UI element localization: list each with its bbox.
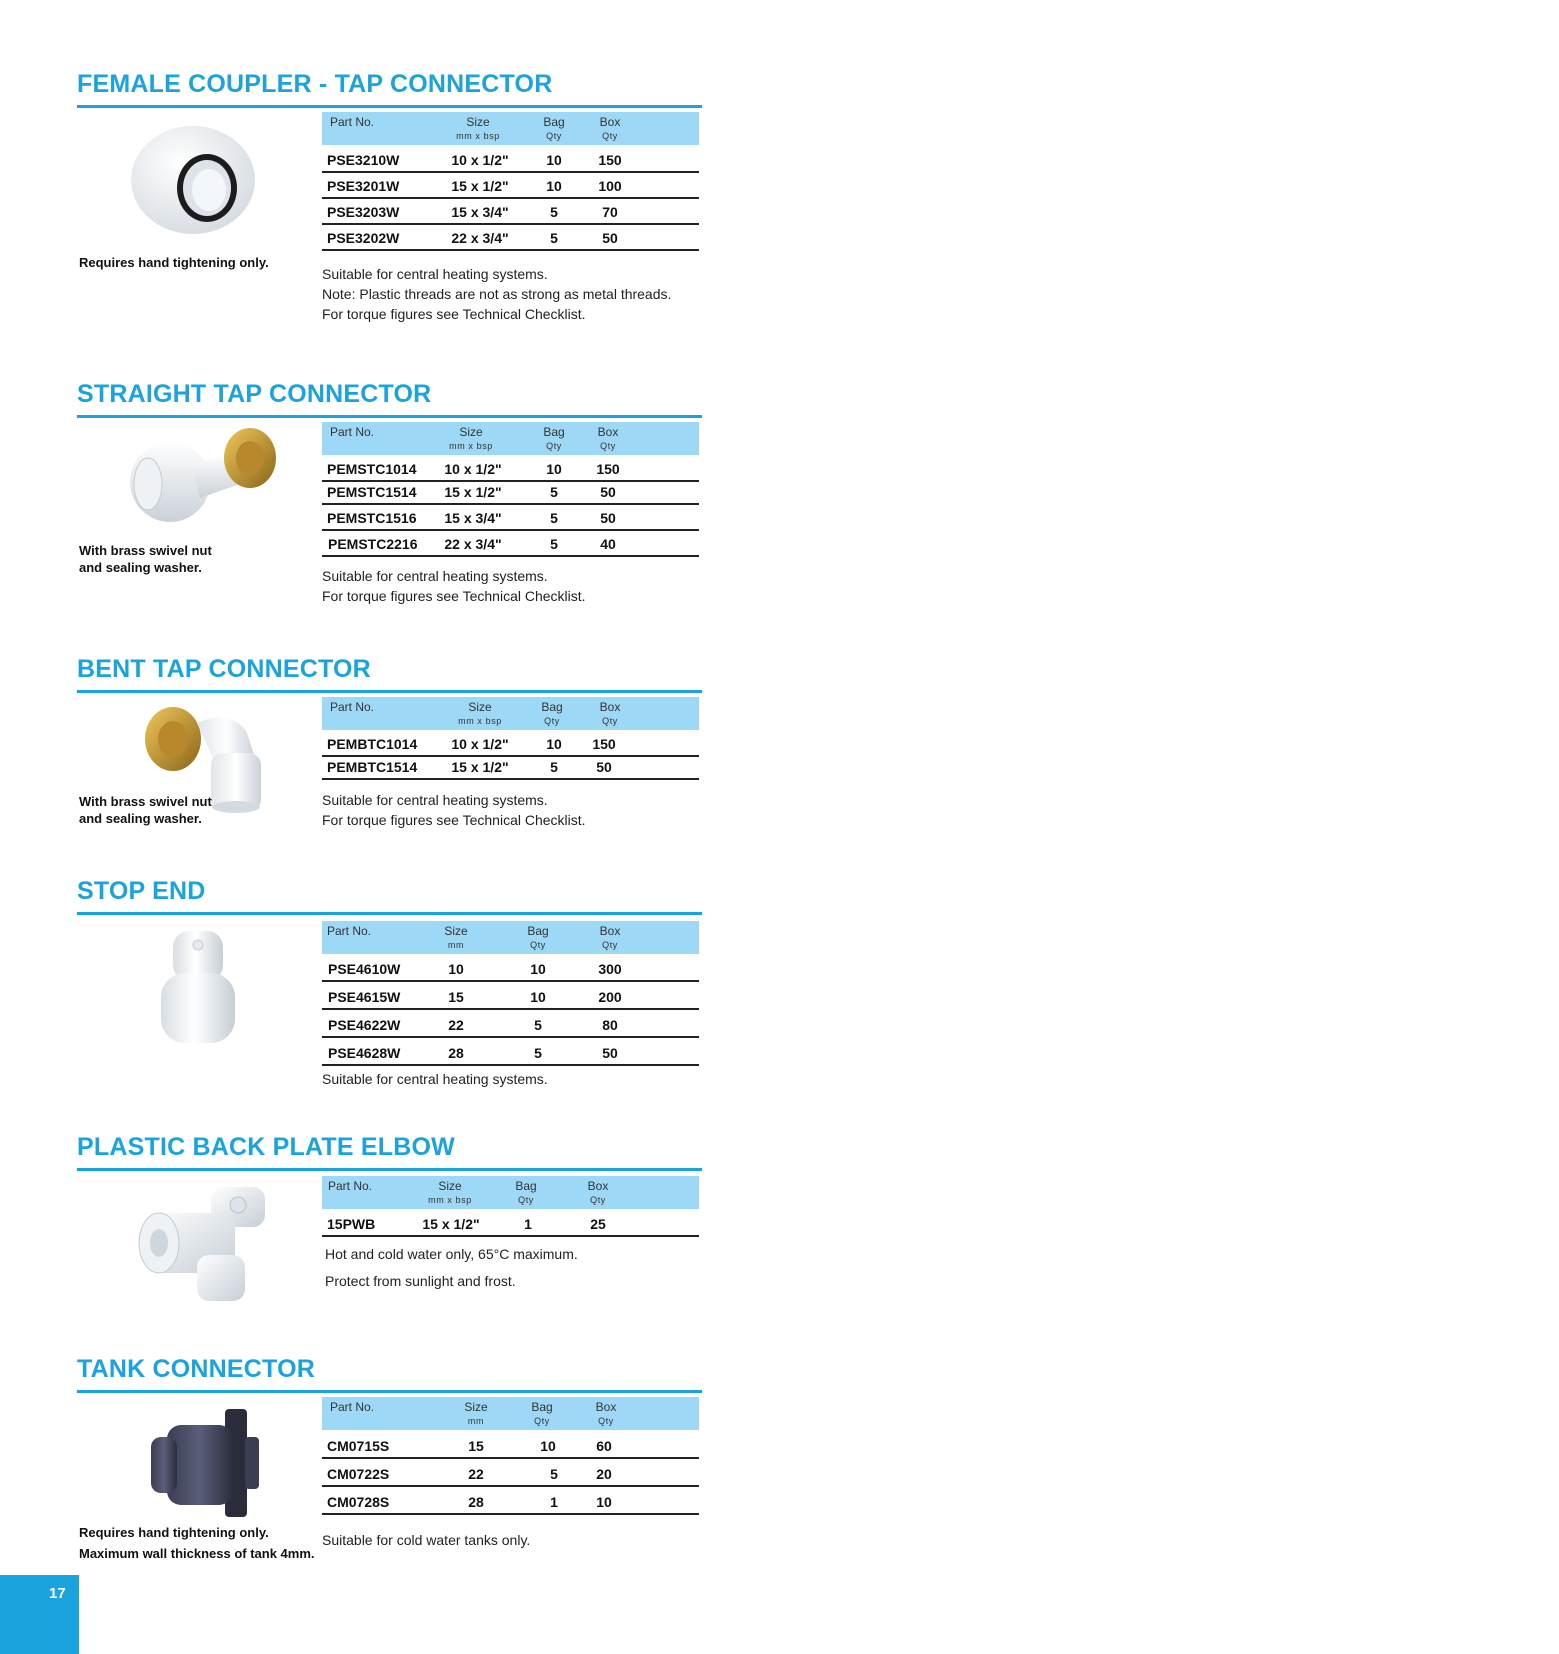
col-box: Box [599, 115, 621, 129]
note-line: Suitable for central heating systems. [322, 792, 548, 808]
table-row [322, 482, 699, 505]
page-number: 17 [49, 1585, 66, 1602]
box-qty: 40 [600, 536, 616, 552]
part-no: 15PWB [327, 1216, 376, 1232]
col-box-sub: Qty [602, 716, 618, 726]
part-no: PEMBTC1514 [327, 759, 418, 775]
col-size-unit: mm [447, 940, 465, 950]
table-row [322, 531, 699, 557]
notes [325, 1241, 578, 1295]
part-no: PSE4610W [328, 961, 401, 977]
col-bag: Bag [515, 1179, 537, 1193]
title-rule [77, 1168, 702, 1171]
caption-line: and sealing washer. [79, 811, 202, 826]
stop-end-image [159, 929, 239, 1049]
col-part-no: Part No. [330, 1400, 375, 1414]
col-size: Size [468, 700, 492, 714]
box-qty: 50 [600, 484, 616, 500]
caption-line: With brass swivel nut [79, 543, 212, 558]
caption-line: Maximum wall thickness of tank 4mm. [79, 1546, 315, 1561]
size: 22 x 3/4" [444, 536, 502, 552]
tank-connector-image [147, 1407, 267, 1522]
section-title: FEMALE COUPLER - TAP CONNECTOR [77, 70, 553, 98]
table-row [322, 225, 699, 251]
col-box: Box [587, 1179, 609, 1193]
title-rule [77, 1390, 702, 1393]
box-qty: 150 [592, 736, 616, 752]
size: 28 [448, 1045, 464, 1061]
box-qty: 50 [602, 230, 618, 246]
size: 15 x 1/2" [422, 1216, 480, 1232]
table-row [322, 954, 699, 982]
col-part-no: Part No. [330, 700, 375, 714]
col-size: Size [466, 115, 490, 129]
col-box-sub: Qty [598, 1416, 614, 1426]
col-bag: Bag [543, 115, 565, 129]
box-qty: 50 [602, 1045, 618, 1061]
bag-qty: 5 [550, 510, 558, 526]
table-header [322, 921, 699, 954]
part-no: PSE3202W [327, 230, 400, 246]
bag-qty: 10 [546, 461, 562, 477]
note-line: Protect from sunlight and frost. [325, 1273, 516, 1289]
part-no: PEMSTC1516 [327, 510, 417, 526]
size: 22 [468, 1466, 484, 1482]
title-rule [77, 912, 702, 915]
size: 15 x 3/4" [451, 204, 509, 220]
part-no: CM0722S [327, 1466, 390, 1482]
col-size-unit: mm x bsp [456, 131, 500, 141]
col-box-sub: Qty [590, 1195, 606, 1205]
col-size-unit: mm x bsp [449, 441, 493, 451]
straight-tap-connector-image [122, 424, 282, 524]
note-line: For torque figures see Technical Checklist. [322, 306, 586, 322]
table-row [322, 1430, 699, 1459]
box-qty: 150 [596, 461, 620, 477]
title-rule [77, 690, 702, 693]
table-row [322, 1010, 699, 1038]
bag-qty: 1 [550, 1494, 558, 1510]
size: 15 [468, 1438, 484, 1454]
col-bag-sub: Qty [518, 1195, 534, 1205]
size: 22 [448, 1017, 464, 1033]
col-bag: Bag [543, 425, 565, 439]
caption-line: With brass swivel nut [79, 794, 212, 809]
table-header [322, 112, 699, 145]
col-part-no: Part No. [327, 924, 372, 938]
col-box: Box [599, 924, 621, 938]
note-line: Suitable for central heating systems. [322, 266, 548, 282]
col-bag: Bag [531, 1400, 553, 1414]
bag-qty: 5 [550, 204, 558, 220]
col-bag-sub: Qty [534, 1416, 550, 1426]
box-qty: 200 [598, 989, 622, 1005]
section-title: STRAIGHT TAP CONNECTOR [77, 380, 432, 408]
col-bag-sub: Qty [530, 940, 546, 950]
notes [322, 1530, 530, 1550]
bag-qty: 10 [546, 152, 562, 168]
part-no: CM0728S [327, 1494, 390, 1510]
size: 15 x 1/2" [444, 484, 502, 500]
part-no: PSE3210W [327, 152, 400, 168]
part-no: PEMSTC1514 [327, 484, 417, 500]
size: 10 x 1/2" [444, 461, 502, 477]
product-table [322, 1397, 702, 1515]
bag-qty: 5 [534, 1017, 542, 1033]
section-title: STOP END [77, 877, 206, 905]
box-qty: 50 [600, 510, 616, 526]
table-row [322, 173, 699, 199]
col-box: Box [595, 1400, 617, 1414]
box-qty: 60 [596, 1438, 612, 1454]
part-no: CM0715S [327, 1438, 390, 1454]
note-line: For torque figures see Technical Checklist. [322, 812, 586, 828]
col-box-sub: Qty [602, 940, 618, 950]
table-header [322, 422, 699, 455]
col-size-unit: mm x bsp [428, 1195, 472, 1205]
box-qty: 25 [590, 1216, 606, 1232]
product-table [322, 1176, 702, 1237]
box-qty: 10 [596, 1494, 612, 1510]
col-bag-sub: Qty [546, 131, 562, 141]
notes [322, 1069, 548, 1089]
size: 15 x 1/2" [451, 178, 509, 194]
part-no: PEMSTC1014 [327, 461, 417, 477]
box-qty: 300 [598, 961, 622, 977]
part-no: PSE4615W [328, 989, 401, 1005]
part-no: PEMSTC2216 [328, 536, 418, 552]
notes [322, 566, 586, 606]
bag-qty: 10 [546, 178, 562, 194]
col-bag: Bag [541, 700, 563, 714]
col-box: Box [599, 700, 621, 714]
notes [322, 264, 671, 324]
col-size: Size [444, 924, 468, 938]
product-table [322, 697, 702, 780]
bag-qty: 5 [550, 230, 558, 246]
bag-qty: 5 [534, 1045, 542, 1061]
table-row [322, 199, 699, 225]
part-no: PEMBTC1014 [327, 736, 418, 752]
col-bag-sub: Qty [544, 716, 560, 726]
table-row [322, 455, 699, 482]
bag-qty: 5 [550, 484, 558, 500]
col-box-sub: Qty [600, 441, 616, 451]
product-table [322, 112, 702, 251]
page-number-tab [0, 1575, 79, 1654]
bag-qty: 5 [550, 759, 558, 775]
box-qty: 100 [598, 178, 622, 194]
col-part-no: Part No. [328, 1179, 373, 1193]
box-qty: 150 [598, 152, 622, 168]
bag-qty: 10 [530, 961, 546, 977]
table-row [322, 757, 699, 780]
product-table [322, 422, 702, 557]
notes [322, 790, 586, 830]
note-line: Suitable for central heating systems. [322, 1071, 548, 1087]
size: 15 [448, 989, 464, 1005]
title-rule [77, 105, 702, 108]
size: 10 x 1/2" [451, 736, 509, 752]
table-row [322, 1038, 699, 1066]
note-line: Suitable for central heating systems. [322, 568, 548, 584]
size: 10 x 1/2" [451, 152, 509, 168]
table-row [322, 982, 699, 1010]
part-no: PSE4622W [328, 1017, 401, 1033]
box-qty: 80 [602, 1017, 618, 1033]
size: 10 [448, 961, 464, 977]
col-bag: Bag [527, 924, 549, 938]
caption-line: Requires hand tightening only. [79, 255, 269, 270]
col-box-sub: Qty [602, 131, 618, 141]
size: 15 x 3/4" [444, 510, 502, 526]
table-row [322, 505, 699, 531]
part-no: PSE3203W [327, 204, 400, 220]
section-title: BENT TAP CONNECTOR [77, 655, 371, 683]
size: 22 x 3/4" [451, 230, 509, 246]
back-plate-elbow-image [135, 1185, 275, 1305]
size: 28 [468, 1494, 484, 1510]
caption-line: and sealing washer. [79, 560, 202, 575]
note-line: Hot and cold water only, 65°C maximum. [325, 1246, 578, 1262]
table-row [322, 1209, 699, 1237]
product-table [322, 921, 702, 1066]
bag-qty: 1 [524, 1216, 532, 1232]
col-size-unit: mm [467, 1416, 485, 1426]
col-box: Box [597, 425, 619, 439]
table-header [322, 1176, 699, 1209]
table-row [322, 1487, 699, 1515]
section-title: TANK CONNECTOR [77, 1355, 315, 1383]
bag-qty: 10 [546, 736, 562, 752]
table-header [322, 697, 699, 730]
size: 15 x 1/2" [451, 759, 509, 775]
box-qty: 50 [596, 759, 612, 775]
col-size-unit: mm x bsp [458, 716, 502, 726]
part-no: PSE3201W [327, 178, 400, 194]
female-coupler-image [125, 122, 270, 242]
table-row [322, 730, 699, 757]
table-row [322, 1459, 699, 1487]
col-size: Size [438, 1179, 462, 1193]
box-qty: 70 [602, 204, 618, 220]
title-rule [77, 415, 702, 418]
caption-line: Requires hand tightening only. [79, 1525, 269, 1540]
table-row [322, 145, 699, 173]
table-header [322, 1397, 699, 1430]
note-line: Note: Plastic threads are not as strong as metal threads. [322, 286, 672, 302]
section-title: PLASTIC BACK PLATE ELBOW [77, 1133, 455, 1161]
col-part-no: Part No. [330, 425, 375, 439]
bag-qty: 5 [550, 536, 558, 552]
col-bag-sub: Qty [546, 441, 562, 451]
bag-qty: 5 [550, 1466, 558, 1482]
col-part-no: Part No. [330, 115, 375, 129]
note-line: For torque figures see Technical Checklist. [322, 588, 586, 604]
bag-qty: 10 [540, 1438, 556, 1454]
box-qty: 20 [596, 1466, 612, 1482]
col-size: Size [464, 1400, 488, 1414]
bag-qty: 10 [530, 989, 546, 1005]
part-no: PSE4628W [328, 1045, 401, 1061]
col-size: Size [459, 425, 483, 439]
note-line: Suitable for cold water tanks only. [322, 1532, 531, 1548]
